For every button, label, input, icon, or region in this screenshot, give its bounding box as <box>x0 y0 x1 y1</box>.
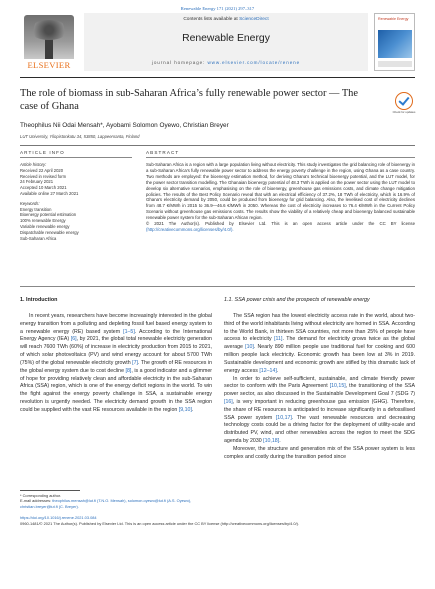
body-paragraph <box>224 446 415 462</box>
footnote <box>20 493 212 509</box>
header-divider <box>20 77 415 78</box>
body-text: , is very important in reducing greenhouse gas emission (GHG). Therefore, the share of RE resources is anticipated to increase significantly in a defossilised SSA power system <box>224 398 415 421</box>
keyword-item: Sub-Saharan Africa <box>20 235 57 241</box>
body-text: . <box>279 438 281 444</box>
body-text: . The vast renewable resources and decreasing technology costs could be a driving factor for the deployment of utility-scale and distributed PV, wind, and other renewables across the region to meet the SDG agenda by 2030 <box>224 414 415 444</box>
body-text: , the transitioning of the SSA power sector, as also discussed in the Sustainable Development Goal 7 (SDG 7) <box>224 383 415 398</box>
title-divider <box>20 145 415 146</box>
check-for-updates-badge[interactable] <box>394 92 414 118</box>
history-item: Received in revised form <box>20 173 67 179</box>
cover-title: Renewable Energy <box>378 17 409 21</box>
history-title: Article history: <box>20 162 47 167</box>
abstract-copyright: © 2021 The Author(s). Published by Elsevier Ltd. This is an open access article under the CC BY license <box>146 221 415 227</box>
abstract <box>146 162 415 233</box>
body-text: . Nearly 890 million people use traditional fuel for cooking and 600 million people lack electricity. Economic growth has been low at 3% in 2019. Sustainable development and economic growth are stifled by this dramatic lack of energy access <box>224 344 415 374</box>
cover-band <box>378 61 412 67</box>
citation-link[interactable]: [10,15] <box>329 383 346 390</box>
body-text: Moreover, the structure and generation mix of the SSA power system is less complex and costly during the transition period since <box>224 445 415 460</box>
body-text: , is a good indicator and a glimmer of hope for providing relatively clean and affordable electricity in the sub-Saharan Africa (SSA) region, which is one of the energy deficit regions in the world. To win the fight against the energy poverty challenge in SSA, a sustainable energy revolution is urgently needed. The electricity demand growth in the SSA region could be supplied with the vast RE resources available in the region <box>20 367 213 413</box>
keywords-title: Keywords: <box>20 200 40 206</box>
bottom-info <box>20 515 415 526</box>
citation-link[interactable]: [10] <box>245 344 254 351</box>
elsevier-logo[interactable] <box>20 13 78 71</box>
publisher-name: ELSEVIER <box>27 60 71 70</box>
body-text: . The demand for electricity grows twice as the global average <box>224 336 415 351</box>
subsection-body <box>224 313 415 461</box>
introduction-body <box>20 313 212 415</box>
journal-title: Renewable Energy <box>182 33 270 44</box>
elsevier-tree-icon <box>24 15 74 59</box>
keyword-item: Variable renewable energy <box>20 223 70 229</box>
issn-line: 0960-1481/© 2021 The Author(s). Published by Elsevier Ltd. This is an open access article under the CC BY license (http://creativecommons.org/licenses/by/4.0/). <box>20 520 300 526</box>
subsection-heading-ssa-power: 1.1. SSA power crisis and the prospects of renewable energy <box>224 297 370 303</box>
license-link[interactable]: (http://creativecommons.org/licenses/by/4.0/). <box>146 226 234 232</box>
journal-reference[interactable]: Renewable Energy 171 (2021) 297–317 <box>180 6 255 11</box>
affiliation: LUT University, Yliopistonkatu 34, 53850, Lappeenranta, Finland <box>20 134 140 139</box>
article-title: The role of biomass in sub-Saharan Africa’s fully renewable power sector — The case of Ghana <box>20 88 358 112</box>
history-item: Available online 27 March 2021 <box>20 190 79 196</box>
journal-banner <box>84 13 368 71</box>
contents-line <box>84 17 368 22</box>
journal-cover-thumbnail[interactable] <box>374 13 415 71</box>
email-links[interactable]: theophilus.mensah@lut.fi (T.N.O. Mensah), solomon.oyewo@lut.fi (A.S. Oyewo), christian.breyer@lut.fi (C. Breyer). <box>20 498 192 509</box>
homepage-line <box>84 60 368 65</box>
body-paragraph <box>224 313 415 376</box>
body-text: . The growth of RE resources in the global energy system due to cost decline <box>20 359 212 374</box>
citation-link[interactable]: [12–14] <box>259 367 277 374</box>
abstract-rule <box>146 157 415 158</box>
footnote-divider <box>20 490 80 491</box>
keyword-item: 100% renewable Energy <box>20 218 66 224</box>
journal-header <box>20 13 415 71</box>
citation-link[interactable]: [10,17] <box>275 414 292 421</box>
body-text: . According to the International Energy Agency (IEA) <box>20 328 213 343</box>
keyword-item: Dispatchable renewable energy <box>20 229 79 235</box>
history-item: Received 22 April 2020 <box>20 167 64 173</box>
citation-link[interactable]: [16] <box>224 398 233 405</box>
email-prefix: E-mail addresses: <box>20 498 53 504</box>
article-info-heading: ARTICLE INFO <box>20 150 65 155</box>
history-item: Accepted 10 March 2021 <box>20 185 67 191</box>
homepage-prefix: journal homepage: <box>151 60 208 65</box>
citation-link[interactable]: [6] <box>70 336 77 343</box>
corresponding-author-note: * Corresponding author. <box>20 493 62 498</box>
article-info <box>20 162 120 241</box>
contents-prefix: Contents lists available at <box>183 17 240 22</box>
citation-link[interactable]: [7] <box>132 359 138 366</box>
keyword-item: Energy transition <box>20 206 52 212</box>
citation-link[interactable]: [10,18] <box>263 438 280 444</box>
body-paragraph <box>20 313 212 415</box>
doi-link[interactable]: https://doi.org/10.1016/j.renene.2021.03.084 <box>20 515 97 520</box>
body-text: . <box>276 367 279 374</box>
check-updates-icon <box>395 92 413 110</box>
body-text: The SSA region has the lowest electricity access rate in the world, about two-third of the world inhabitants living without electricity are homed in SSA. According to the World Bank, in thirteen SSA countries, not more than 25% of people have access to electricity <box>224 313 415 343</box>
article-info-rule <box>20 157 132 158</box>
citation-link[interactable]: [1–5] <box>123 328 135 335</box>
keyword-item: Bioenergy potential estimation <box>20 212 77 218</box>
sciencedirect-link[interactable]: ScienceDirect <box>239 17 269 22</box>
citation-link[interactable]: [8] <box>125 367 132 374</box>
homepage-link[interactable]: www.elsevier.com/locate/renene <box>207 60 301 65</box>
section-heading-introduction: 1. Introduction <box>20 297 58 303</box>
history-item: 24 February 2021 <box>20 179 54 185</box>
abstract-divider <box>20 286 415 287</box>
body-text: , by 2021, the global total renewable electricity generation will reach 7600 TWh (60%) of increase in electricity production from 2015 to 2021, of which solar photovoltaics (PV) and wind energy account for about 5700 TWh (75%) of the global renewable electricity growth <box>20 336 212 366</box>
email-addresses <box>20 498 212 509</box>
abstract-heading: ABSTRACT <box>146 150 180 155</box>
body-paragraph <box>224 376 415 446</box>
check-updates-label: Check for updates <box>392 110 416 114</box>
citation-link[interactable]: [9,10] <box>178 406 192 413</box>
cover-image <box>378 30 412 58</box>
body-text: In recent years, researchers have become increasingly interested in the global energy transition from a polluting and depleting fossil fuel based energy system to a renewable energy (RE) based system <box>20 313 212 335</box>
body-text: In order to achieve self-sufficient, sustainable, and climate friendly power sector to conform with the Paris Agreement <box>224 375 415 390</box>
abstract-text: Sub-Saharan Africa is a region with a large population living without electricity. This study investigates the grid balancing role of bioenergy in a sub-Saharan Africa’s fully renewable power sector to address the energy poverty challenge in the region, using Ghana as a case country. Two methods are employed: the bioenergy estimation method, for deriving Ghana’s technical bioenergy potential, and the LUT model, for the power sector transition modelling. The Ghanaian bioenergy potential of 48.3 TWh is applied on the power sector using the LUT model to develop six alternative scenarios, emphasising on the role of bioenergy, greenhouse gas emissions costs, and climate change mitigation policies. The results of the Best Policy Scenario reveal that with an electrical efficiency of 37.2%, 18 TWh of electricity, which is 16.9% of Ghana’s electricity demand by 2050, could be produced from bioenergy for grid balancing. Also, the levelised cost of electricity declines from 48.7 €/MWh in 2015 to 36.9—46.6 €/MWh in 2050. Whereas the cost of electricity increases to 76.4 €/MWh in the Current Policy Scenario without greenhouse gas emissions costs. The results show the viability of a relatively cheap and bioenergy balanced sustainable renewable power system for the sub-Saharan African region. <box>146 162 415 221</box>
citation-link[interactable]: [11] <box>274 336 283 343</box>
body-text: . <box>191 406 194 413</box>
author-list[interactable]: Theophilus Nii Odai Mensah*, Ayobami Solomon Oyewo, Christian Breyer <box>20 122 229 129</box>
